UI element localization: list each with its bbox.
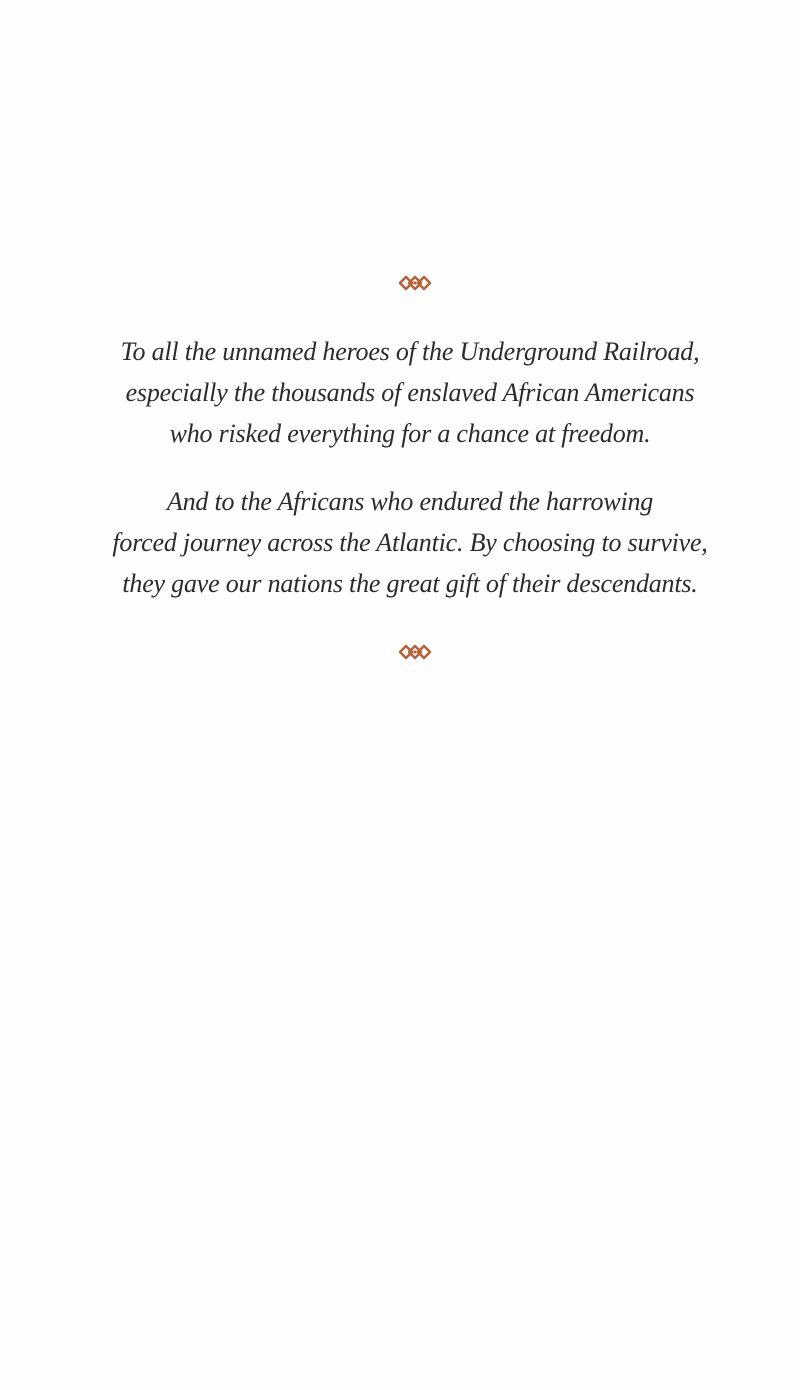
dedication-line: To all the unnamed heroes of the Underground Railroad, xyxy=(120,337,700,366)
knot-ornament-icon xyxy=(398,644,432,660)
knot-ornament-icon xyxy=(398,275,432,291)
dedication-line: they gave our nations the great gift of their descendants. xyxy=(122,569,698,598)
dedication-paragraph-1 xyxy=(60,331,760,454)
dedication-line: who risked everything for a chance at freedom. xyxy=(169,419,651,448)
knot-ornament-icon xyxy=(398,644,432,660)
dedication-line: especially the thousands of enslaved African Americans xyxy=(125,378,695,407)
knot-ornament-icon xyxy=(398,275,432,291)
dedication-line: forced journey across the Atlantic. By choosing to survive, xyxy=(112,528,708,557)
dedication-line: And to the Africans who endured the harrowing xyxy=(166,487,654,516)
dedication-paragraph-2 xyxy=(60,481,760,604)
